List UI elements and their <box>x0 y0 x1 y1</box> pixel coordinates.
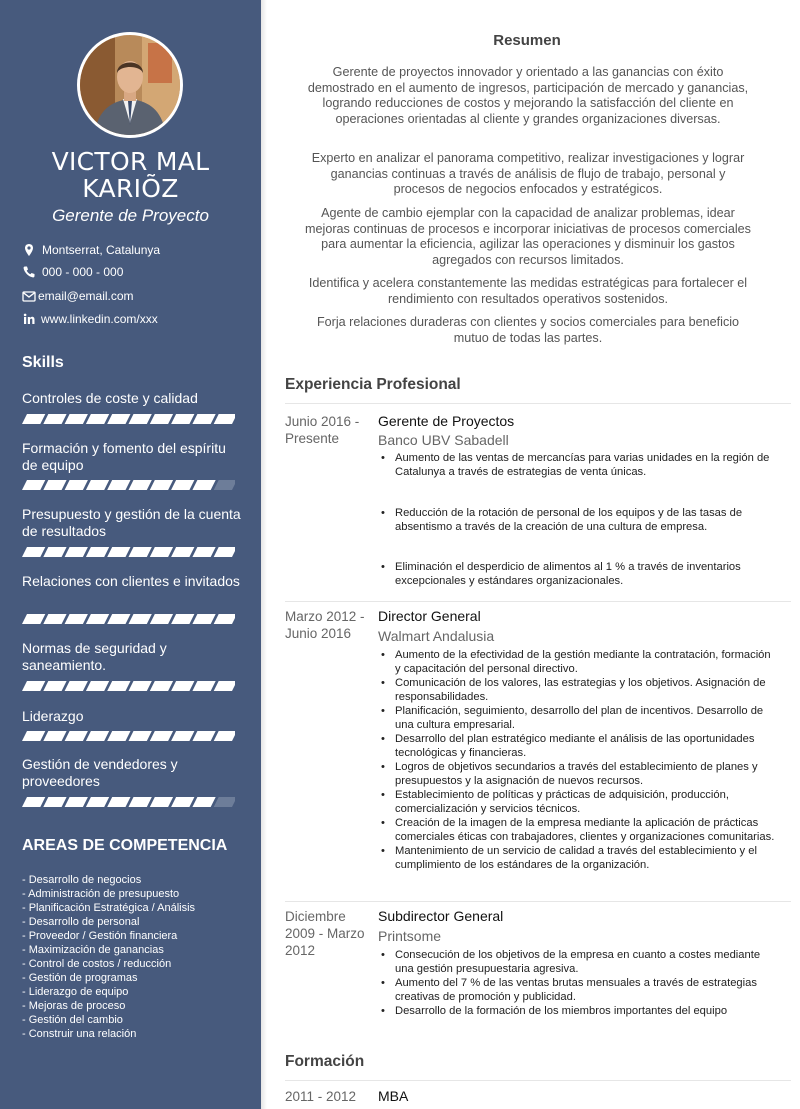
list-item: - Construir una relación <box>22 1028 137 1040</box>
skill-segment-filled <box>192 480 215 490</box>
education-degree: MBA <box>378 1088 409 1104</box>
skill-segment-empty <box>214 797 235 807</box>
skill-segment-filled <box>171 414 194 424</box>
list-item: - Administración de presupuesto <box>22 888 180 900</box>
list-item: - Mejoras de proceso <box>22 1000 126 1012</box>
skill-segment-filled <box>43 547 66 557</box>
list-item: - Control de costos / reducción <box>22 958 172 970</box>
list-item: - Gestión de programas <box>22 972 138 984</box>
profile-photo <box>80 35 180 135</box>
skill-bar-graphic <box>22 414 235 424</box>
skill-segment-filled <box>65 547 88 557</box>
skill-segment-filled <box>65 681 88 691</box>
list-item: • Aumento de la efectividad de la gestión mediante la contratación, formación y capacitación del personal directivo. <box>378 648 778 676</box>
skill-segment-filled <box>107 480 130 490</box>
name-line-2: KARIÕZ <box>82 174 179 203</box>
summary-paragraph: Experto en analizar el panorama competitivo, realizar investigaciones y lograr ganancias continuas a través de análisis de flujo de trabajo, personal y procesos de negocios enfocados y estratégicos. <box>311 151 745 197</box>
list-item: - Desarrollo de personal <box>22 916 140 928</box>
skill-segment-filled <box>86 731 109 741</box>
skill-segment-filled <box>22 614 45 624</box>
job-title: Subdirector General <box>378 908 504 924</box>
divider <box>285 601 791 602</box>
skill-bar <box>22 611 235 621</box>
skill-bar-graphic <box>22 731 235 741</box>
summary-heading: Resumen <box>493 32 561 49</box>
job-company: Banco UBV Sabadell <box>378 432 509 448</box>
skill-label: Liderazgo <box>22 708 84 724</box>
skill-segment-filled <box>171 547 194 557</box>
summary-paragraph: Gerente de proyectos innovador y orientado a las ganancias con éxito demostrado en el aumento de ingresos, participación de mercado y ganancias, logrando reducciones de costos y mejorando la satisfacción del cliente en operaciones orientadas al cliente y grandes organizaciones diversas. <box>307 65 749 126</box>
list-item: • Aumento del 7 % de las ventas brutas mensuales a través de estrategias creativas de promoción y publicidad. <box>378 976 778 1004</box>
skill-segment-filled <box>86 414 109 424</box>
divider <box>285 403 791 404</box>
skill-segment-filled <box>107 731 130 741</box>
skill-segment-filled <box>22 547 45 557</box>
list-item: • Planificación, seguimiento, desarrollo del plan de incentivos. Desarrollo de una cultura empresarial. <box>378 704 778 732</box>
skill-segment-filled <box>171 480 194 490</box>
candidate-role: Gerente de Proyecto <box>52 206 209 225</box>
contact-linkedin-text[interactable]: www.linkedin.com/xxx <box>41 312 158 326</box>
summary-paragraph: Forja relaciones duraderas con clientes y socios comerciales para beneficio mutuo de todas las partes. <box>316 315 740 345</box>
skill-segment-filled <box>86 681 109 691</box>
skill-segment-filled <box>129 480 152 490</box>
list-item: • Logros de objetivos secundarios a través del establecimiento de planes y presupuestos y la asignación de nuevos recursos. <box>378 760 778 788</box>
skill-segment-filled <box>150 614 173 624</box>
skill-segment-filled <box>107 414 130 424</box>
education-date: 2011 - 2012 <box>285 1089 357 1104</box>
skill-bar <box>22 544 235 554</box>
skill-segment-filled <box>43 681 66 691</box>
experience-heading: Experiencia Profesional <box>285 376 461 393</box>
skill-label: Presupuesto y gestión de la cuenta de resultados <box>22 506 241 539</box>
list-item: • Desarrollo de la formación de los miembros importantes del equipo <box>378 1004 778 1018</box>
divider <box>285 901 791 902</box>
location-icon <box>22 243 36 257</box>
skill-bar <box>22 678 235 688</box>
skill-segment-filled <box>192 797 215 807</box>
contact-linkedin[interactable] <box>22 311 158 327</box>
skill-bar <box>22 411 235 421</box>
job-date: Marzo 2012 - Junio 2016 <box>285 609 365 641</box>
job-bullets <box>378 648 778 872</box>
skill-segment-filled <box>43 731 66 741</box>
skill-segment-filled <box>192 547 215 557</box>
skill-segment-filled <box>171 731 194 741</box>
job-company: Walmart Andalusia <box>378 628 495 644</box>
skill-segment-filled <box>150 681 173 691</box>
list-item: - Proveedor / Gestión financiera <box>22 930 178 942</box>
contact-email-text[interactable]: email@email.com <box>38 289 134 303</box>
skill-segment-filled <box>192 731 215 741</box>
skill-segment-filled <box>22 731 45 741</box>
email-icon <box>22 289 36 303</box>
skill-segment-filled <box>43 480 66 490</box>
skill-segment-filled <box>86 480 109 490</box>
job-title: Gerente de Proyectos <box>378 413 515 429</box>
skill-segment-filled <box>214 731 235 741</box>
linkedin-icon <box>22 312 36 326</box>
skill-bar-graphic <box>22 797 235 807</box>
skill-segment-filled <box>129 681 152 691</box>
skills-heading: Skills <box>22 354 64 371</box>
contact-phone <box>22 264 123 280</box>
skill-segment-filled <box>150 480 173 490</box>
skill-bar-graphic <box>22 681 235 691</box>
contact-phone-text: 000 - 000 - 000 <box>42 265 124 279</box>
summary-paragraph: Identifica y acelera constantemente las medidas estratégicas para fortalecer el rendimiento con resultados operativos sostenidos. <box>308 276 748 306</box>
skill-bar-graphic <box>22 480 235 490</box>
skill-segment-filled <box>22 480 45 490</box>
skill-bar-graphic <box>22 614 235 624</box>
skill-segment-filled <box>192 681 215 691</box>
list-item: - Maximización de ganancias <box>22 944 164 956</box>
skill-segment-filled <box>43 414 66 424</box>
education-heading: Formación <box>285 1053 365 1070</box>
list-item: • Aumento de las ventas de mercancías para varias unidades en la región de Catalunya a través de estrategias de venta únicas. <box>378 451 778 479</box>
skill-label: Relaciones con clientes e invitados <box>22 573 240 589</box>
skill-segment-filled <box>107 614 130 624</box>
list-item: - Planificación Estratégica / Análisis <box>22 902 196 914</box>
list-item: - Gestión del cambio <box>22 1014 123 1026</box>
candidate-name <box>0 148 261 202</box>
skill-label: Normas de seguridad y saneamiento. <box>22 640 167 673</box>
phone-icon <box>22 265 36 279</box>
list-item: • Mantenimiento de un servicio de calidad a través del establecimiento y el cumplimiento de los estándares de la organización. <box>378 844 778 872</box>
contact-location-text: Montserrat, Catalunya <box>42 243 161 257</box>
skill-segment-filled <box>43 797 66 807</box>
skill-segment-filled <box>22 681 45 691</box>
skill-label: Formación y fomento del espíritu de equipo <box>22 440 226 473</box>
list-item: • Reducción de la rotación de personal de los equipos y de las tasas de absentismo a través de la creación de una cultura de empresa. <box>378 506 778 534</box>
job-bullets <box>378 948 778 1018</box>
skill-segment-filled <box>86 797 109 807</box>
profile-photo-frame <box>77 32 183 138</box>
skill-segment-filled <box>150 797 173 807</box>
skill-segment-filled <box>65 731 88 741</box>
name-line-1: VICTOR MAL <box>51 147 210 176</box>
skill-segment-filled <box>129 547 152 557</box>
skill-segment-filled <box>107 547 130 557</box>
skill-segment-filled <box>150 414 173 424</box>
skill-segment-filled <box>171 797 194 807</box>
list-item: • Consecución de los objetivos de la empresa en cuanto a costes mediante una gestión presupuestaria agresiva. <box>378 948 778 976</box>
skill-segment-filled <box>129 614 152 624</box>
panel-shadow <box>261 0 267 1109</box>
list-item: • Eliminación el desperdicio de alimentos al 1 % a través de inventarios excepcionales y estándares organizacionales. <box>378 560 778 588</box>
skill-bar <box>22 728 235 738</box>
job-bullets <box>378 451 778 588</box>
list-item: • Comunicación de los valores, las estrategias y los objetivos. Asignación de responsabilidades. <box>378 676 778 704</box>
skill-segment-filled <box>129 797 152 807</box>
skill-segment-filled <box>86 547 109 557</box>
skill-segment-filled <box>192 414 215 424</box>
skill-label: Controles de coste y calidad <box>22 390 198 406</box>
skill-segment-filled <box>65 480 88 490</box>
skill-segment-empty <box>214 480 235 490</box>
skill-bar <box>22 794 235 804</box>
skill-segment-filled <box>43 614 66 624</box>
job-company: Printsome <box>378 928 442 944</box>
skill-segment-filled <box>22 797 45 807</box>
competencies-list <box>22 873 252 1041</box>
skill-segment-filled <box>107 797 130 807</box>
skill-segment-filled <box>65 614 88 624</box>
contact-email[interactable] <box>22 288 134 304</box>
sidebar <box>0 0 261 1109</box>
job-date: Junio 2016 - Presente <box>285 414 360 446</box>
competencies-heading: AREAS DE COMPETENCIA <box>22 837 228 854</box>
job-date: Diciembre 2009 - Marzo 2012 <box>285 909 365 958</box>
skill-segment-filled <box>150 547 173 557</box>
skill-segment-filled <box>150 731 173 741</box>
divider <box>285 1080 791 1081</box>
list-item: • Establecimiento de políticas y prácticas de adquisición, producción, comercialización y servicios técnicos. <box>378 788 778 816</box>
skill-segment-filled <box>214 614 235 624</box>
skill-segment-filled <box>65 414 88 424</box>
skill-label: Gestión de vendedores y proveedores <box>22 756 178 789</box>
contact-location <box>22 242 160 258</box>
skill-segment-filled <box>129 414 152 424</box>
skill-segment-filled <box>214 547 235 557</box>
skill-segment-filled <box>214 414 235 424</box>
skill-segment-filled <box>65 797 88 807</box>
summary-paragraph: Agente de cambio ejemplar con la capacidad de analizar problemas, idear mejoras continuas de procesos e incorporar iniciativas de procesos comerciales para aumentar la eficiencia, agilizar las operaciones y disminuir los gastos agregados con recursos limitados. <box>305 206 751 267</box>
skill-segment-filled <box>171 681 194 691</box>
skill-bar <box>22 477 235 487</box>
skill-segment-filled <box>22 414 45 424</box>
list-item: • Creación de la imagen de la empresa mediante la aplicación de prácticas comerciales éticas con trabajadores, clientes y organizaciones comunitarias. <box>378 816 778 844</box>
list-item: - Desarrollo de negocios <box>22 874 142 886</box>
skill-segment-filled <box>214 681 235 691</box>
skill-bar-graphic <box>22 547 235 557</box>
job-title: Director General <box>378 608 481 624</box>
list-item: • Desarrollo del plan estratégico mediante el análisis de las oportunidades tecnológicas y financieras. <box>378 732 778 760</box>
list-item: - Liderazgo de equipo <box>22 986 129 998</box>
skill-segment-filled <box>171 614 194 624</box>
skill-segment-filled <box>129 731 152 741</box>
skill-segment-filled <box>86 614 109 624</box>
skill-segment-filled <box>192 614 215 624</box>
skill-segment-filled <box>107 681 130 691</box>
